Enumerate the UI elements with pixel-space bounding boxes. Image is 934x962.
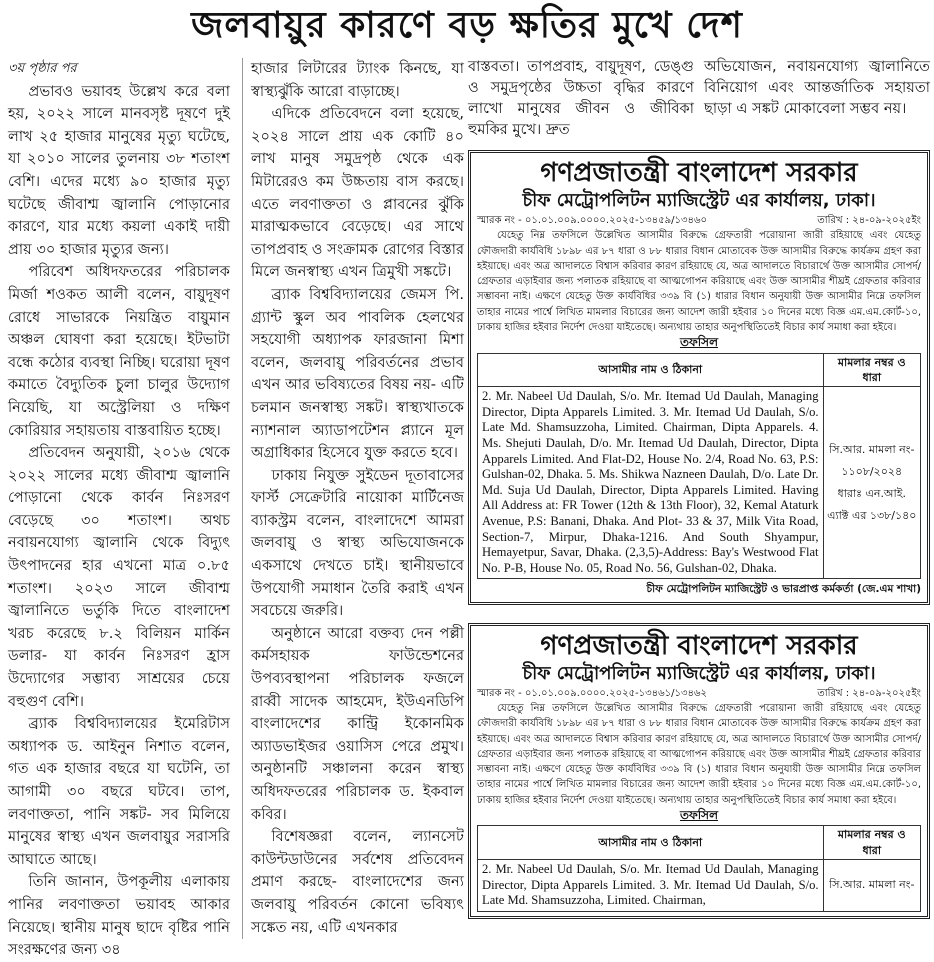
column-header: আসামীর নাম ও ঠিকানা	[478, 826, 824, 860]
notice-title: গণপ্রজাতন্ত্রী বাংলাদেশ সরকার	[540, 630, 858, 661]
schedule-label: তফসিল	[679, 335, 719, 350]
paragraph: ঢাকায় নিযুক্ত সুইডেন দূতাবাসের ফার্স্ট সেক্রেটারি নায়োকা মার্টিনেজ ব্যাকস্ট্রম বলেন, বাংলাদেশে আমরা জলবায়ু ও স্বাস্থ্য অভিযোজনকে একসাথে দেখতে চাই। স্থানীয়ভাবে উপযোগী সমাধান তৈরি করাই এখন সবচেয়ে জরুরি।	[251, 466, 464, 620]
right-section	[468, 56, 930, 937]
column-header: আসামীর নাম ও ঠিকানা	[478, 353, 824, 387]
paragraph: ব্র্যাক বিশ্ববিদ্যালয়ের জেমস পি. গ্র্যান্ট স্কুল অব পাবলিক হেলথের সহযোগী অধ্যাপক ফারজানা মিশা বলেন, জলবায়ু পরিবর্তনের প্রভাব এখন আর ভবিষ্যতের বিষয় নয়- এটি চলমান জনস্বাস্থ্য সঙ্কট। স্বাস্থ্যখাতকে ন্যাশনাল অ্যাডাপটেশন প্ল্যানে মূল অগ্রাধিকার হিসেবে যুক্ত করতে হবে।	[251, 285, 464, 462]
court-notice-2	[468, 623, 930, 919]
accused-address: 2. Mr. Nabeel Ud Daulah, S/o. Mr. Itemad Ud Daulah, Managing Director, Dipta Apparels Limited. 3. Mr. Itemad Ud Daulah, S/o. Late Md. Shamsuzzoha, Limited. Chairman,	[478, 859, 824, 911]
paragraph: অনুষ্ঠানে আরো বক্তব্য দেন পল্লী কর্মসহায়ক ফাউন্ডেশনের উপব্যবস্থাপনা পরিচালক ফজলে রাব্বী সাদেক আহমেদ, ইউএনডিপি বাংলাদেশের কান্ট্রি ইকোনমিক অ্যাডভাইজর ওয়াসিস পেরে প্রমুখ। অনুষ্ঠানটি সঞ্চালনা করেন স্বাস্থ্য অধিদফতরের পরিচালক ড. ইকবাল কবির।	[251, 624, 464, 823]
case-line: ধারাঃ এন.আই.	[837, 486, 906, 500]
paragraph: পরিবেশ অধিদফতরের পরিচালক মির্জা শওকত আলী বলেন, বায়ুদূষণ রোধে সাভারকে নিয়ন্ত্রিত বায়ুমান অঞ্চল ঘোষণা করা হয়েছে। ইটভাটা বন্ধে কঠোর ব্যবস্থা নিচ্ছি। ঘরোয়া দূষণ কমাতে বৈদ্যুতিক চুলা চালুর উদ্যোগ নিয়েছি, যা অস্ট্রেলিয়া ও দক্ষিণ কোরিয়ার সহায়তায় বাস্তবায়িত হচ্ছে।	[8, 263, 230, 439]
paragraph: হাজার লিটারের ট্যাংক কিনছে, যা স্বাস্থ্যঝুঁকি আরো বাড়াচ্ছে।	[251, 60, 464, 100]
article-column-4	[704, 56, 930, 140]
article-column-2	[242, 58, 464, 939]
memo-number: স্মারক নং - ০১.০১.০০৯.০০০০.২০২৫-১৩৪৬১/১৩৪৬২	[477, 687, 708, 699]
notice-body: যেহেতু নিম্ন তফসিলে উল্লেখিত আসামীর বিরুদ্ধে গ্রেফতারী পরোয়ানা জারী রহিয়াছে এবং যেহেতু ফৌজদারী কার্যবিধি ১৮৯৮ এর ৮৭ ধারা ও ৮৮ ধারার বিধান মোতাবেক উক্ত আসামীর বিরুদ্ধে কার্যক্রম গ্রহণ করা হইয়াছে। এবং অত্র আদালতে বিশ্বাস করিবার কারণ রহিয়াছে যে, অত্র আদালতে বিচারার্থে উক্ত আসামীর সোপর্দ/গ্রেফতার এড়াইবার জন্য পলাতক রহিয়াছে বা আত্মগোপন করিয়াছে এবং উক্ত আসামীর শীঘ্রই গ্রেফতার করিবার সম্ভাবনা নাই। এক্ষণে যেহেতু উক্ত কার্যবিধির ৩৩৯ বি (১) ধারার বিধান অনুযায়ী উক্ত আসামীর নিম্নে তফসিল তাহার নামের পার্শ্বে লিখিত মামলার বিচারের জন্য আদেশ জারী হইবার ১০ দিনের মধ্যে বিজ্ঞ এম.এম.কোর্ট-১০, ঢাকায় হাজির হইবার নির্দেশ দেওয়া যাইতেছে। অন্যথায় তাহার অনুপস্থিতিতেই বিচার কার্য সমাধা করা হইবে।	[477, 230, 921, 334]
notice-body: যেহেতু নিম্ন তফসিলে উল্লেখিত আসামীর বিরুদ্ধে গ্রেফতারী পরোয়ানা জারী রহিয়াছে এবং যেহেতু ফৌজদারী কার্যবিধি ১৮৯৮ এর ৮৭ ধারা ও ৮৮ ধারার বিধান মোতাবেক উক্ত আসামীর বিরুদ্ধে কার্যক্রম গ্রহণ করা হইয়াছে। এবং অত্র আদালতে বিশ্বাস করিবার কারণ রহিয়াছে যে, অত্র আদালতে বিচারার্থে উক্ত আসামীর সোপর্দ/গ্রেফতার এড়াইবার জন্য পলাতক রহিয়াছে বা আত্মগোপন করিয়াছে এবং উক্ত আসামীর শীঘ্রই গ্রেফতার করিবার সম্ভাবনা নাই। এক্ষণে যেহেতু উক্ত কার্যবিধির ৩৩৯ বি (১) ধারার বিধান অনুযায়ী উক্ত আসামীর নিম্নে তফসিল তাহার নামের পার্শ্বে লিখিত মামলার বিচারের জন্য আদেশ জারী হইবার ১০ দিনের মধ্যে বিজ্ঞ এম.এম.কোর্ট-১০, ঢাকায় হাজির হইবার নির্দেশ দেওয়া যাইতেছে। অন্যথায় তাহার অনুপস্থিতিতেই বিচার কার্য সমাধা করা হইবে।	[477, 702, 921, 806]
accused-address: 2. Mr. Nabeel Ud Daulah, S/o. Mr. Itemad Ud Daulah, Managing Director, Dipta Apparels Limited. 3. Mr. Itemad Ud Daulah, S/o. Late Md. Shamsuzzoha, Limited. Chairman, Dipta Apparels. 4. Ms. Shejuti Daulah, D/o. Mr. Itemad Ud Daulah, Director, Dipta Apparels Limited. And Flat-D2, House No. 2/4, Road No. 63, P.S: Gulshan-02, Dhaka. 5. Ms. Shikwa Nazneen Daulah, D/o. Late Dr. Md. Suja Ud Daulah, Director, Dipta Apparels Limited. Having All Address at: FR Tower (12th & 13th Floor), 32, Kemal Ataturk Avenue, P.S: Banani, Dhaka. And Plot- 33 & 37, Milk Vita Road, Section-7, Mirpur, Dhaka-1216. And South Shyampur, Hemayetpur, Savar, Dhaka. (2,3,5)-Address: Bay's Westwood Flat No. P-B, House No. 05, Road No. 56, Gulshan-02, Dhaka.	[478, 387, 824, 579]
column-header: মামলার নম্বর ও ধারা	[823, 353, 920, 387]
paragraph: তিনি জানান, উপকূলীয় এলাকায় পানির লবণাক্ততা ভয়াবহ আকার নিয়েছে। স্থানীয় মানুষ ছাদে বৃষ্টির পানি সংরক্ষণের জন্য ৩৪	[8, 873, 230, 959]
headline: জলবায়ুর কারণে বড় ক্ষতির মুখে দেশ	[191, 5, 743, 46]
article-continuation	[468, 56, 930, 140]
case-line: সি.আর. মামলা নং-	[829, 878, 915, 892]
paragraph: বিশেষজ্ঞরা বলেন, ল্যানসেট কাউন্টডাউনের সর্বশেষ প্রতিবেদন প্রমাণ করছে- বাংলাদেশের জন্য জলবায়ু পরিবর্তন কোনো ভবিষ্যৎ সঙ্কেত নয়, এটি এখনকার	[251, 828, 464, 936]
notice-office: চীফ মেট্রোপলিটন ম্যাজিস্ট্রেট এর কার্যালয়, ঢাকা।	[522, 662, 876, 684]
paragraph: প্রতিবেদন অনুযায়ী, ২০১৬ থেকে ২০২২ সালের মধ্যে জীবাশ্ম জ্বালানি পোড়ানো থেকে কার্বন নিঃসরণ বেড়েছে ৩০ শতাংশ। অথচ নবায়নযোগ্য জ্বালানি থেকে বিদ্যুৎ উৎপাদনের হার এখনো মাত্র ০.৮৫ শতাংশ। ২০২৩ সালে জীবাশ্ম জ্বালানিতে ভর্তুকি দিতে বাংলাদেশ খরচ করেছে ৮.২ বিলিয়ন মার্কিন ডলার- যা কার্বন নিঃসরণ হ্রাস উদ্যোগের সম্ভাব্য সাশ্রয়ের চেয়ে বহুগুণ বেশি।	[8, 444, 230, 710]
paragraph: অভিযোজন, নবায়নযোগ্য জ্বালানিতে বিনিয়োগ এবং আন্তর্জাতিক সহায়তা ছাড়া এ সঙ্কট মোকাবেলা সম্ভব নয়।	[704, 58, 930, 117]
column-header: মামলার নম্বর ও ধারা	[823, 826, 920, 860]
notice-office: চীফ মেট্রোপলিটন ম্যাজিস্ট্রেট এর কার্যালয়, ঢাকা।	[522, 190, 876, 211]
court-notice-1	[468, 150, 930, 605]
article-column-1	[8, 58, 230, 962]
article-column-3	[468, 56, 694, 140]
paragraph: বাস্তবতা। তাপপ্রবাহ, বায়ুদূষণ, ডেঙ্গু ও সমুদ্রপৃষ্ঠের উচ্চতা বৃদ্ধির কারণে লাখো মানুষের জীবন ও জীবিকা হুমকির মুখে। দ্রুত	[468, 58, 694, 138]
schedule-table	[477, 353, 921, 580]
case-line: ১১০৮/২০২৪	[841, 464, 903, 478]
case-line: এ্যাক্ট এর ১৩৮/১৪০	[827, 508, 917, 522]
notice-title: গণপ্রজাতন্ত্রী বাংলাদেশ সরকার	[540, 158, 858, 188]
paragraph: ব্র্যাক বিশ্ববিদ্যালয়ের ইমেরিটাস অধ্যাপক ড. আইনুন নিশাত বলেন, গত এক হাজার বছরে যা ঘটেনি, তা আগামী ৩০ বছরে ঘটবে। তাপ, লবণাক্ততা, পানি সঙ্কট- সব মিলিয়ে মানুষের স্বাস্থ্য এখন জলবায়ুর সরাসরি আঘাতে আছে।	[8, 715, 230, 868]
schedule-table	[477, 825, 921, 911]
notice-date: তারিখ : ২৪-০৯-২০২৫ইং	[817, 215, 921, 226]
continued-from: ৩য় পৃষ্ঠার পর	[8, 61, 77, 76]
case-line: সি.আর. মামলা নং-	[829, 442, 915, 456]
paragraph: প্রভাবও ভয়াবহ উল্লেখ করে বলা হয়, ২০২২ সালে মানবসৃষ্ট দূষণে দুই লাখ ২৫ হাজার মানুষের মৃত্যু ঘটেছে, যা ২০১০ সালের তুলনায় ৩৮ শতাংশ বেশি। এদের মধ্যে ৯০ হাজার মৃত্যু ঘটেছে জীবাশ্ম জ্বালানি পোড়ানোর কারণে, যার মধ্যে কয়লা একাই দায়ী প্রায় ৩০ হাজার মৃত্যুর জন্য।	[8, 82, 230, 258]
schedule-label: তফসিল	[679, 808, 719, 823]
memo-number: স্মারক নং - ০১.০১.০০৯.০০০০.২০২৫-১৩৪৫৯/১৩৪৬০	[477, 215, 707, 226]
case-number	[823, 387, 920, 579]
paragraph: এদিকে প্রতিবেদনে বলা হয়েছে, ২০২৪ সালে প্রায় এক কোটি ৪০ লাখ মানুষ সমুদ্রপৃষ্ঠ থেকে এক মিটারেরও কম উচ্চতায় বাস করছে। এতে লবণাক্ততা ও প্লাবনের ঝুঁকি মারাত্মকভাবে বেড়েছে। এর সাথে তাপপ্রবাহ ও সংক্রামক রোগের বিস্তার মিলে জনস্বাস্থ্য এখন ত্রিমুখী সঙ্কটে।	[251, 105, 464, 281]
case-number	[823, 859, 920, 911]
signature: চীফ মেট্রোপলিটন ম্যাজিস্ট্রেট ও ভারপ্রাপ্ত কর্মকর্তা (জে.এম শাখা)	[646, 583, 921, 596]
notice-date: তারিখ : ২৪-০৯-২০২৫ইং	[817, 687, 921, 699]
